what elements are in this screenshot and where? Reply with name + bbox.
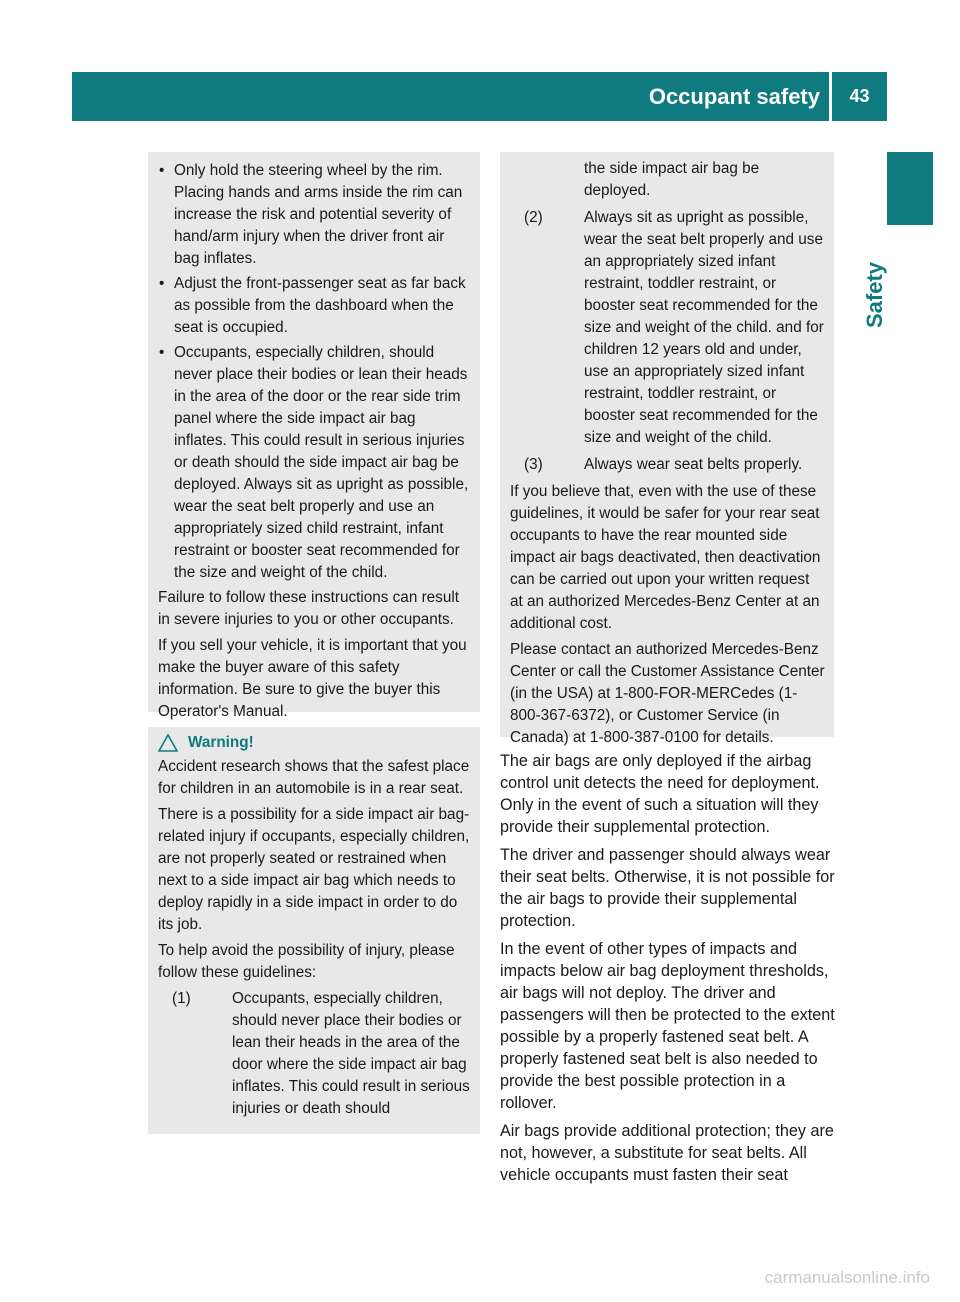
bullet-icon: • [159, 344, 165, 361]
paragraph: Please contact an authorized Mercedes-Benz Center or call the Customer Assistance Center (in the USA) at 1-800-FOR-MERCedes (1-800-367-6372), or Customer Service (in Canada) at 1-800-387-0100 for details. [510, 641, 825, 746]
item-text: Occupants, especially children, should never place their bodies or lean their heads in the area of the door where the side impact air bag inflates. This could result in serious injuries or death should [232, 990, 470, 1117]
bullet-icon: • [159, 275, 165, 292]
paragraph: The driver and passenger should always wear their seat belts. Otherwise, it is not possible for the air bags to provide their supplemental protection. [500, 846, 835, 930]
list-item: • Adjust the front-passenger seat as far back as possible from the dashboard when the seat is occupied. [159, 275, 466, 336]
warning-triangle-icon [158, 734, 178, 752]
paragraph: There is a possibility for a side impact air bag-related injury if occupants, especially children, are not properly seated or restrained when next to a side impact air bag which needs to deploy rapidly in a side impact in order to do its job. [158, 806, 470, 933]
guidelines-box [500, 152, 834, 746]
paragraph: If you sell your vehicle, it is important that you make the buyer aware of this safety information. Be sure to give the buyer this Operator's Manual. [158, 637, 467, 720]
paragraph: In the event of other types of impacts and impacts below air bag deployment thresholds, air bags will not deploy. The driver and passengers will then be protected to the extent possible by a properly fastened seat belt. A properly fastened seat belt is also needed to provide the best possible protection in a rollover. [500, 940, 835, 1112]
paragraph: Air bags provide additional protection; they are not, however, a substitute for seat belts. All vehicle occupants must fasten their seat [500, 1122, 834, 1184]
warning-header [158, 732, 472, 754]
safety-info-box [148, 152, 480, 720]
item-number: (3) [524, 456, 543, 473]
item-text: the side impact air bag be deployed. [584, 160, 760, 199]
body-text [500, 750, 835, 1192]
section-tab-block [887, 152, 933, 225]
page-number: 43 [849, 86, 870, 106]
item-number: (1) [172, 990, 191, 1007]
numbered-item [158, 988, 472, 1120]
item-number: (2) [524, 209, 543, 226]
warning-title: Warning! [188, 734, 254, 751]
item-text: Always sit as upright as possible, wear the seat belt properly and use an appropriately sized infant restraint, toddler restraint, or booster seat recommended for the size and weight of the child. and for children 12 years old and under, use an appropriately sized infant restraint, toddler restraint, or booster seat recommended for the size and weight of the child. [584, 209, 824, 446]
bullet-list [158, 160, 472, 584]
page-title: Occupant safety [648, 84, 820, 109]
paragraph: The air bags are only deployed if the airbag control unit detects the need for deployment. Only in the event of such a situation will they provide their supplemental protection. [500, 752, 820, 836]
paragraph: To help avoid the possibility of injury, please follow these guidelines: [158, 942, 455, 981]
bullet-icon: • [159, 162, 165, 179]
paragraph: If you believe that, even with the use of these guidelines, it would be safer for your rear seat occupants to have the rear mounted side impact air bags deactivated, then deactivation can be carried out upon your written request at an authorized Mercedes-Benz Center at an additional cost. [510, 483, 821, 632]
list-item: • Occupants, especially children, should never place their bodies or lean their heads in the area of the door or the rear side trim panel where the side impact air bag inflates. This could result in serious injuries or death should the side impact air bag be deployed. Always sit as upright as possible, wear the seat belt properly and use an appropriately sized child restraint, infant restraint or booster seat recommended for the size and weight of the child. [159, 344, 469, 581]
watermark: carmanualsonline.info [764, 1268, 930, 1287]
numbered-item [510, 454, 826, 476]
numbered-item [510, 207, 826, 449]
item-text: Always wear seat belts properly. [584, 456, 803, 473]
list-item: • Only hold the steering wheel by the rim. Placing hands and arms inside the rim can increase the risk and potential severity of hand/arm injury when the driver front air bag inflates. [159, 162, 463, 267]
paragraph: Failure to follow these instructions can result in severe injuries to you or other occupants. [158, 589, 459, 628]
numbered-item-continued [510, 158, 826, 202]
paragraph: Accident research shows that the safest place for children in an automobile is in a rear seat. [158, 758, 470, 797]
warning-box [148, 727, 480, 1134]
section-tab-label: Safety [862, 261, 887, 329]
